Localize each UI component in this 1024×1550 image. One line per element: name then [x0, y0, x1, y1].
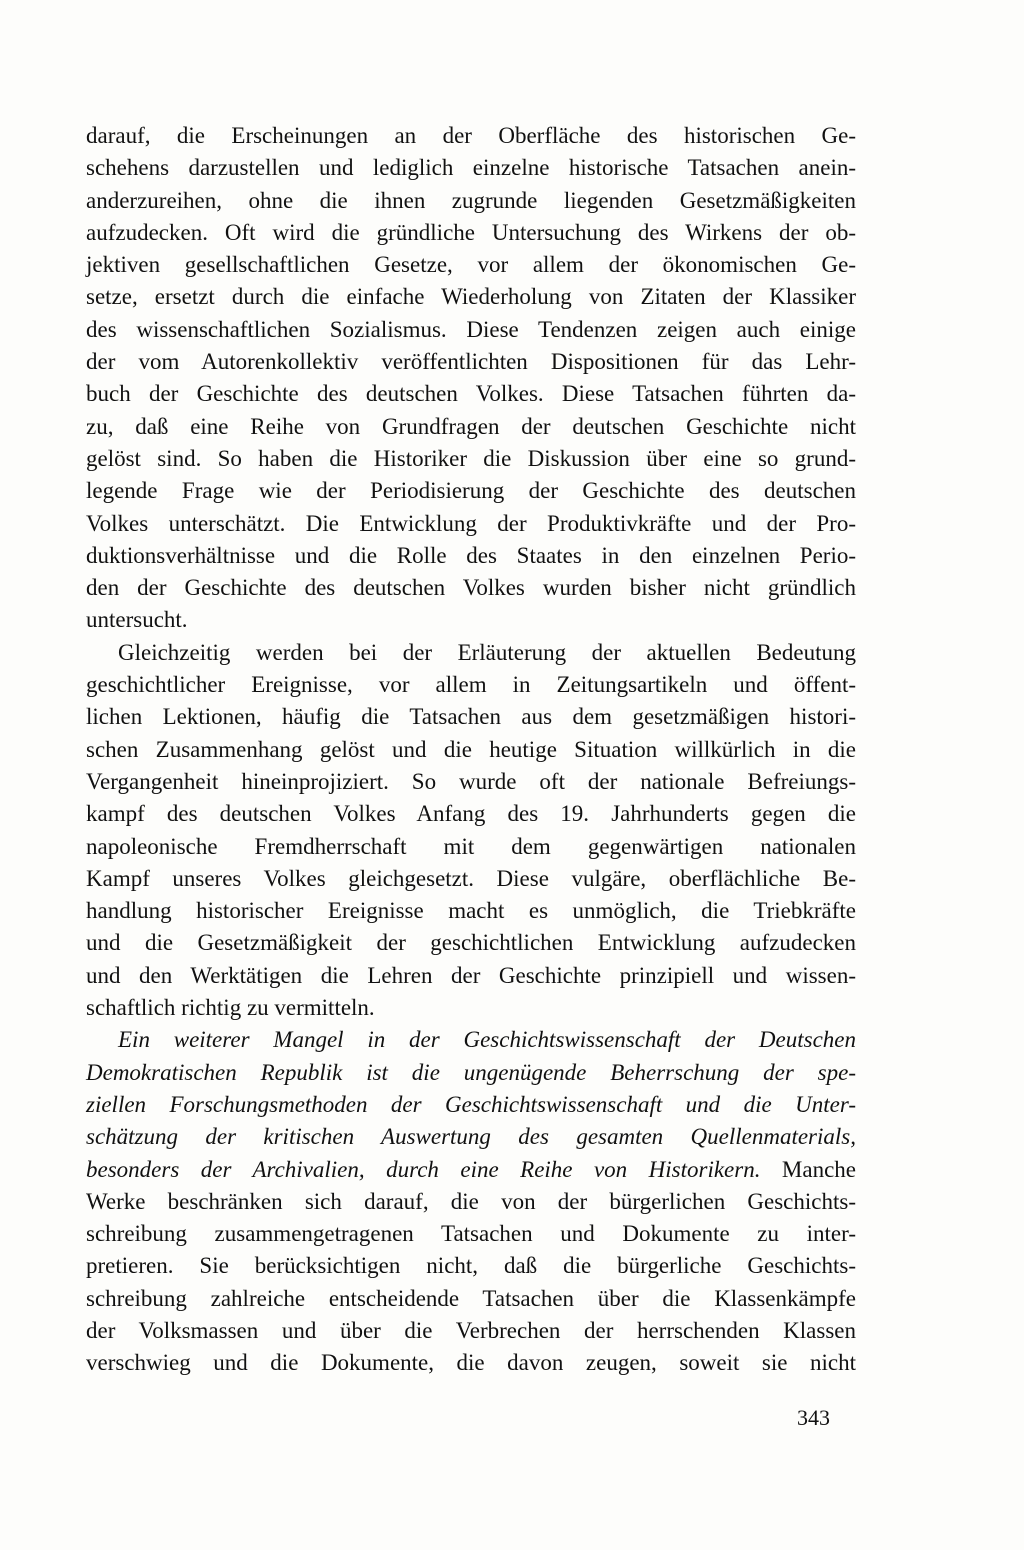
text-line: untersucht. — [86, 607, 188, 633]
text-line: lichen Lektionen, häufig die Tatsachen aus dem gesetzmäßigen histori- — [86, 704, 856, 730]
text-line: kampf des deutschen Volkes Anfang des 19. Jahrhunderts gegen die — [86, 801, 856, 827]
text-line: legende Frage wie der Periodisierung der Geschichte des deutschen — [86, 478, 856, 504]
text-line: Kampf unseres Volkes gleichgesetzt. Diese vulgäre, oberflächliche Be- — [86, 865, 856, 891]
text-line — [86, 1154, 856, 1186]
text-line: buch der Geschichte des deutschen Volkes. Diese Tatsachen führten da- — [86, 381, 856, 407]
body-text — [86, 120, 856, 1380]
emphasis-text: besonders der Archivalien, durch eine Reihe von Historikern. — [86, 1156, 761, 1182]
text-line: Vergangenheit hineinprojiziert. So wurde oft der nationale Befreiungs- — [86, 768, 856, 794]
text-line: setze, ersetzt durch die einfache Wiederholung von Zitaten der Klassiker — [86, 284, 856, 310]
text-line: und die Gesetzmäßigkeit der geschichtlichen Entwicklung aufzudecken — [86, 930, 856, 956]
text-line: jektiven gesellschaftlichen Gesetze, vor allem der ökonomischen Ge- — [86, 252, 856, 278]
page-number: 343 — [797, 1405, 830, 1430]
text-line: Demokratischen Republik ist die ungenügende Beherrschung der spe- — [86, 1059, 856, 1085]
text-line: Werke beschränken sich darauf, die von der bürgerlichen Geschichts- — [86, 1188, 856, 1214]
text-line: der Volksmassen und über die Verbrechen der herrschenden Klassen — [86, 1317, 856, 1343]
text-line: darauf, die Erscheinungen an der Oberfläche des historischen Ge- — [86, 123, 856, 148]
text-line: gelöst sind. So haben die Historiker die Diskussion über eine so grund- — [86, 445, 856, 471]
text-line: schen Zusammenhang gelöst und die heutige Situation willkürlich in die — [86, 736, 856, 762]
text-line: verschwieg und die Dokumente, die davon zeugen, soweit sie nicht — [86, 1350, 856, 1376]
text-line: und den Werktätigen die Lehren der Geschichte prinzipiell und wissen- — [86, 962, 856, 988]
text-line: Ein weiterer Mangel in der Geschichtswissenschaft der Deutschen — [118, 1027, 856, 1053]
text-line: schehens darzustellen und lediglich einzelne historische Tatsachen anein- — [86, 155, 856, 181]
text-line: zu, daß eine Reihe von Grundfragen der deutschen Geschichte nicht — [86, 413, 856, 439]
text-line: schreibung zahlreiche entscheidende Tatsachen über die Klassenkämpfe — [86, 1285, 856, 1311]
text-line: aufzudecken. Oft wird die gründliche Untersuchung des Wirkens der ob- — [86, 219, 856, 245]
text-line: geschichtlicher Ereignisse, vor allem in Zeitungsartikeln und öffent- — [86, 672, 856, 698]
text-segment: Manche — [760, 1156, 856, 1182]
text-line: duktionsverhältnisse und die Rolle des Staates in den einzelnen Perio- — [86, 542, 856, 568]
text-line: handlung historischer Ereignisse macht es unmöglich, die Triebkräfte — [86, 898, 856, 924]
text-line: anderzureihen, ohne die ihnen zugrunde liegenden Gesetzmäßigkeiten — [86, 187, 856, 213]
text-line: schreibung zusammengetragenen Tatsachen und Dokumente zu inter- — [86, 1221, 856, 1247]
text-line: napoleonische Fremdherrschaft mit dem gegenwärtigen nationalen — [86, 833, 856, 859]
text-line: schätzung der kritischen Auswertung des gesamten Quellenmaterials, — [86, 1124, 856, 1150]
text-line: der vom Autorenkollektiv veröffentlichten Dispositionen für das Lehr- — [86, 349, 856, 375]
text-line: den der Geschichte des deutschen Volkes wurden bisher nicht gründlich — [86, 575, 856, 601]
text-line: Volkes unterschätzt. Die Entwicklung der Produktivkräfte und der Pro- — [86, 510, 856, 536]
text-line: schaftlich richtig zu vermitteln. — [86, 995, 375, 1021]
text-line: Gleichzeitig werden bei der Erläuterung der aktuellen Bedeutung — [118, 639, 856, 665]
text-line: des wissenschaftlichen Sozialismus. Diese Tendenzen zeigen auch einige — [86, 316, 856, 342]
text-line: pretieren. Sie berücksichtigen nicht, daß die bürgerliche Geschichts- — [86, 1253, 856, 1279]
text-line: ziellen Forschungsmethoden der Geschichtswissenschaft und die Unter- — [86, 1091, 856, 1117]
